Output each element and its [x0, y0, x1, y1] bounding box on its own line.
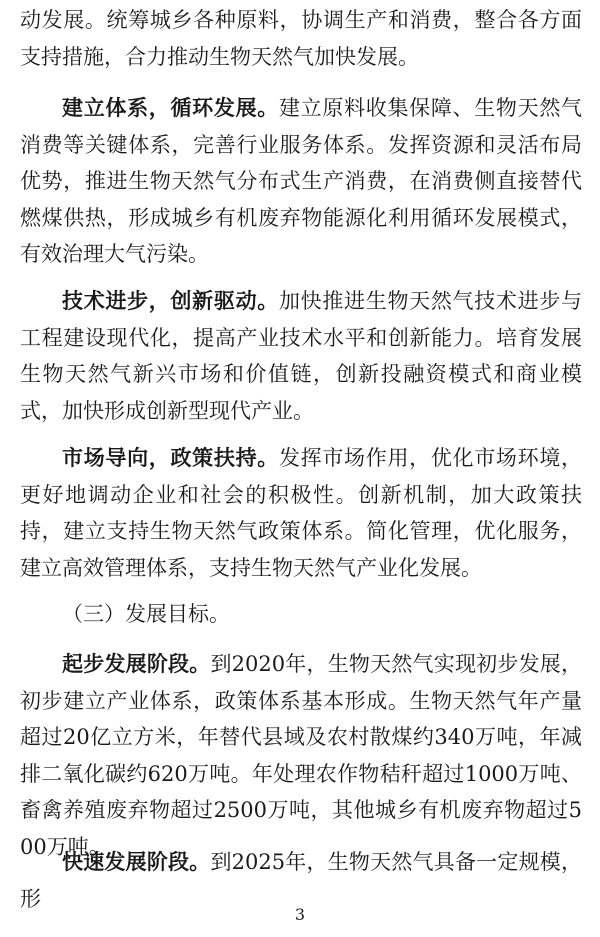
goal-2-lead: 快速发展阶段。 — [62, 850, 211, 874]
goal-2-text: 到2025年，生物天然气具备一定规模，形 — [20, 850, 582, 911]
goal-1-text: 到2020年，生物天然气实现初步发展，初步建立产业体系，政策体系基本形成。生物天然气年产量超过20亿立方米，年替代县域及农村散煤约340万吨，年减排二氧化碳约620万吨。年处理农作物秸秆超过1000万吨、畜禽养殖废弃物超过2500万吨，其他城乡有机废弃物超过500万吨。 — [20, 652, 582, 859]
paragraph-4-text: 发挥市场作用，优化市场环境，更好地调动企业和社会的积极性。创新机制，加大政策扶持，建立支持生物天然气政策体系。简化管理，优化服务，建立高效管理体系，支持生物天然气产业化发展。 — [20, 446, 583, 580]
paragraph-1 — [20, 2, 582, 75]
paragraph-3-text: 加快推进生物天然气技术进步与工程建设现代化，提高产业技术水平和创新能力。培育发展生物天然气新兴市场和价值链，创新投融资模式和商业模式，加快形成创新型现代产业。 — [20, 289, 583, 423]
paragraph-2-text: 建立原料收集保障、生物天然气消费等关键体系，完善行业服务体系。发挥资源和灵活布局优势，推进生物天然气分布式生产消费，在消费侧直接替代燃煤供热，形成城乡有机废弃物能源化利用循环发展模式，有效治理大气污染。 — [20, 96, 583, 266]
paragraph-1-text: 动发展。统筹城乡各种原料，协调生产和消费，整合各方面支持措施，合力推动生物天然气加快发展。 — [20, 8, 582, 69]
goal-1-lead: 起步发展阶段。 — [62, 652, 211, 676]
goal-1 — [20, 646, 582, 865]
page-number: 3 — [294, 905, 306, 924]
paragraph-2 — [20, 90, 582, 273]
paragraph-4 — [20, 440, 582, 586]
paragraph-3-lead: 技术进步，创新驱动。 — [62, 289, 279, 313]
paragraph-2-lead: 建立体系，循环发展。 — [62, 96, 279, 120]
paragraph-3 — [20, 283, 582, 429]
paragraph-4-lead: 市场导向，政策扶持。 — [62, 446, 279, 470]
section-heading: （三）发展目标。 — [62, 602, 230, 626]
